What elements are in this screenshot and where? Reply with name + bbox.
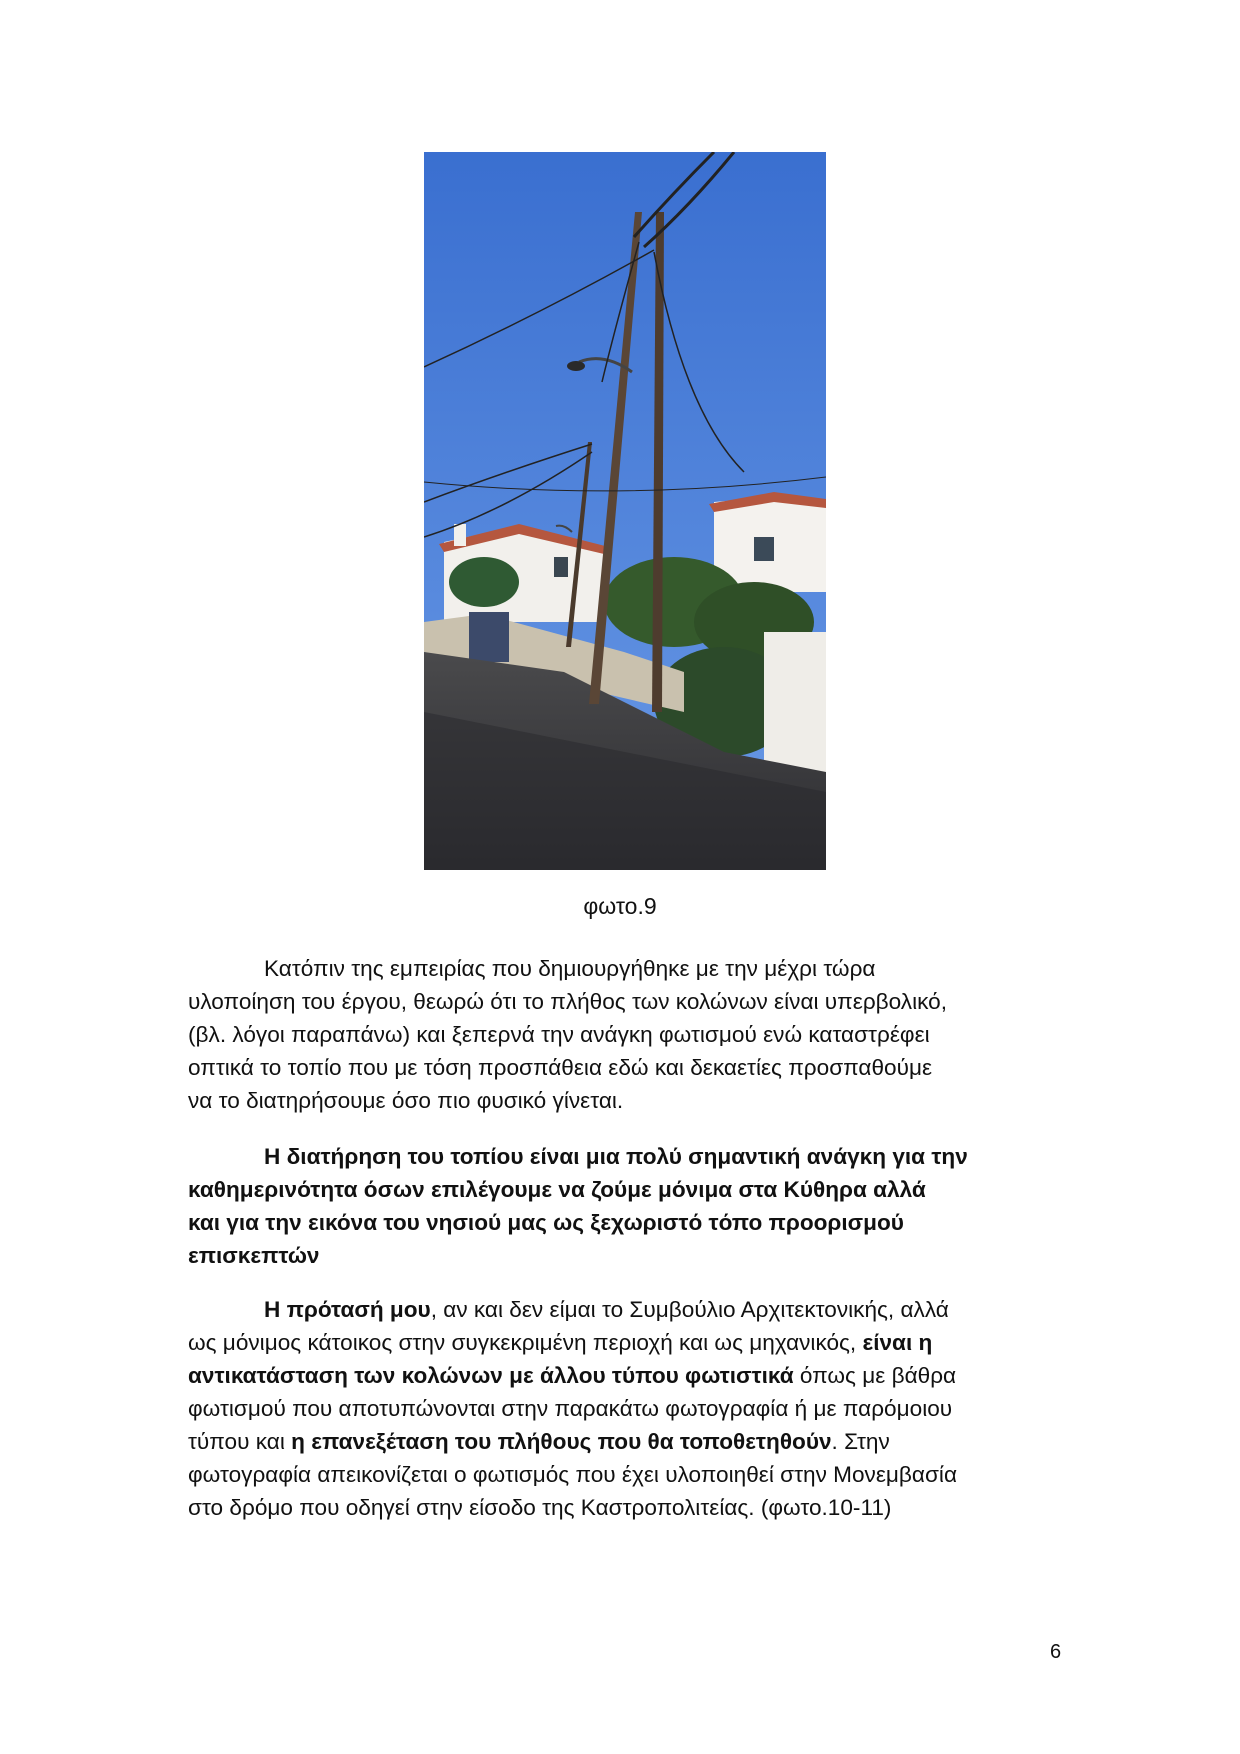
text-line: καθημερινότητα όσων επιλέγουμε να ζούμε μόνιμα στα Κύθηρα αλλά bbox=[188, 1177, 926, 1202]
text-line: επισκεπτών bbox=[188, 1243, 320, 1268]
text-run: , αν και δεν είμαι το Συμβούλιο Αρχιτεκτονικής, αλλά bbox=[430, 1297, 949, 1322]
text-line: υλοποίηση του έργου, θεωρώ ότι το πλήθος των κολώνων είναι υπερβολικό, bbox=[188, 989, 947, 1014]
text-line: Η διατήρηση του τοπίου είναι μια πολύ σημαντική ανάγκη για την bbox=[264, 1144, 968, 1169]
page-number: 6 bbox=[1050, 1641, 1062, 1663]
text-run: . Στην bbox=[831, 1429, 890, 1454]
paragraph-experience bbox=[188, 952, 1068, 1117]
text-line bbox=[188, 1425, 1068, 1458]
text-line: φωτισμού που αποτυπώνονται στην παρακάτω φωτογραφία ή με παρόμοιου bbox=[188, 1396, 953, 1421]
text-run: ως μόνιμος κάτοικος στην συγκεκριμένη περιοχή και ως μηχανικός, bbox=[188, 1330, 863, 1355]
text-line: να το διατηρήσουμε όσο πιο φυσικό γίνεται. bbox=[188, 1088, 624, 1113]
photo-caption: φωτο.9 bbox=[583, 893, 657, 919]
text-run-bold: η επανεξέταση του πλήθους που θα τοποθετηθούν bbox=[291, 1429, 832, 1454]
text-line: Κατόπιν της εμπειρίας που δημιουργήθηκε με την μέχρι τώρα bbox=[264, 956, 876, 981]
photo-utility-poles bbox=[424, 152, 826, 870]
text-line: φωτογραφία απεικονίζεται ο φωτισμός που έχει υλοποιηθεί στην Μονεμβασία bbox=[188, 1462, 958, 1487]
text-line bbox=[188, 1293, 1068, 1326]
text-run: τύπου και bbox=[188, 1429, 292, 1454]
proposal-heading: Η πρότασή μου bbox=[264, 1297, 431, 1322]
text-line: (βλ. λόγοι παραπάνω) και ξεπερνά την ανάγκη φωτισμού ενώ καταστρέφει bbox=[188, 1022, 930, 1047]
text-run-bold: αντικατάσταση των κολώνων με άλλου τύπου φωτιστικά bbox=[188, 1363, 794, 1388]
text-line: στο δρόμο που οδηγεί στην είσοδο της Καστροπολιτείας. (φωτο.10-11) bbox=[188, 1495, 892, 1520]
photo-image bbox=[424, 152, 826, 870]
text-line: οπτικά το τοπίο που με τόση προσπάθεια εδώ και δεκαετίες προσπαθούμε bbox=[188, 1055, 933, 1080]
paragraph-landscape-preservation bbox=[188, 1140, 1068, 1272]
text-run-bold: είναι η bbox=[862, 1330, 933, 1355]
paragraph-proposal bbox=[188, 1293, 1068, 1524]
text-line: και για την εικόνα του νησιού μας ως ξεχωριστό τόπο προορισμού bbox=[188, 1210, 904, 1235]
text-line bbox=[188, 1359, 1068, 1392]
text-line bbox=[188, 1326, 1068, 1359]
text-run: όπως με βάθρα bbox=[793, 1363, 957, 1388]
